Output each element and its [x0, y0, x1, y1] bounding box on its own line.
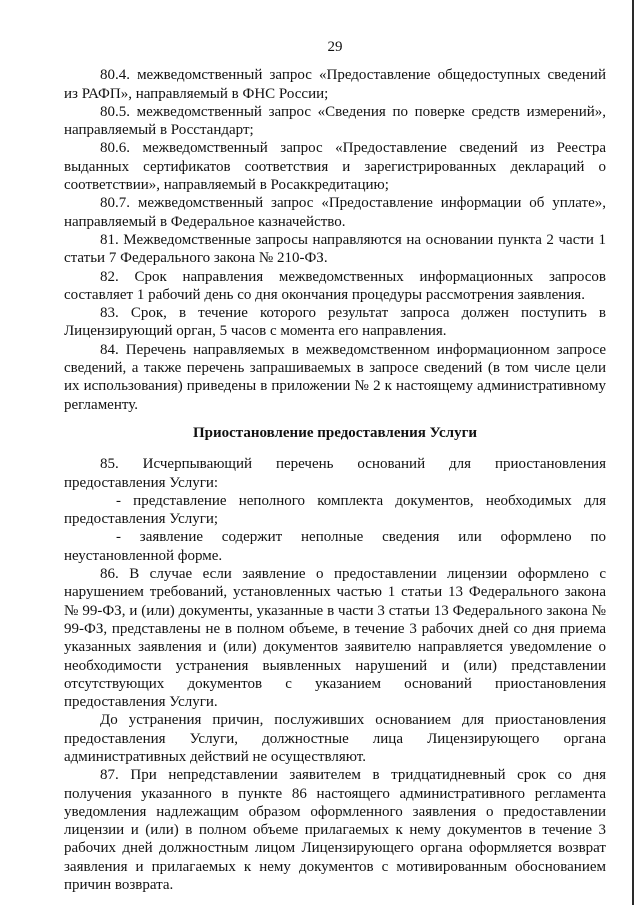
- paragraph-85: 85. Исчерпывающий перечень оснований для приостановления предоставления Услуги:: [64, 456, 606, 491]
- section-heading: Приостановление предоставления Услуги: [192, 424, 478, 441]
- paragraph-86-continuation: До устранения причин, послуживших основанием для приостановления предоставления Услуги, должностные лица Лицензирующего органа административных действий не осуществляют.: [64, 712, 606, 765]
- paragraph-82: 82. Срок направления межведомственных информационных запросов составляет 1 рабочий день со дня окончания процедуры рассмотрения заявления.: [64, 268, 606, 303]
- list-item-incomplete-application: - заявление содержит неполные сведения или оформлено по неустановленной форме.: [64, 529, 606, 564]
- paragraph-80-7: 80.7. межведомственный запрос «Предоставление информации об уплате», направляемый в Федеральное казначейство.: [64, 195, 606, 230]
- paragraph-87: 87. При непредставлении заявителем в тридцатидневный срок со дня получения указанного в пункте 86 настоящего административного регламента уведомления надлежащим образом оформленного заявления о предоставлении лицензии и (или) в полном объеме прилагаемых к нему документов в течение 3 рабочих дней должностным лицом Лицензирующего органа оформляется возврат заявления и прилагаемых к нему документов с мотивированным обоснованием причин возврата.: [64, 767, 606, 894]
- paragraph-80-5: 80.5. межведомственный запрос «Сведения по поверке средств измерений», направляемый в Росстандарт;: [64, 103, 606, 139]
- list-item-incomplete-documents: - представление неполного комплекта документов, необходимых для предоставления Услуги;: [64, 492, 606, 528]
- paragraph-80-6: 80.6. межведомственный запрос «Предоставление сведений из Реестра выданных сертификатов соответствия и зарегистрированных деклараций о соответствии», направляемый в Росаккредитацию;: [64, 140, 606, 194]
- page-number: 29: [327, 39, 343, 55]
- scan-edge-line: [632, 0, 634, 905]
- paragraph-86: 86. В случае если заявление о предоставлении лицензии оформлено с нарушением требований, установленных частью 1 статьи 13 Федерального закона № 99-ФЗ, и (или) документы, указанные в части 3 статьи 13 Федерального закона № 99-ФЗ, представлены не в полном объеме, в течение 3 рабочих дней со дня приема указанных заявления и (или) документов заявителю направляется уведомление о необходимости устранения выявленных нарушений и (или) представлении отсутствующих документов с указанием оснований приостановления предоставления Услуги.: [64, 566, 606, 711]
- paragraph-81: 81. Межведомственные запросы направляются на основании пункта 2 части 1 статьи 7 Федерального закона № 210-ФЗ.: [64, 231, 606, 267]
- paragraph-80-4: 80.4. межведомственный запрос «Предоставление общедоступных сведений из РАФП», направляемый в ФНС России;: [64, 67, 606, 102]
- paragraph-83: 83. Срок, в течение которого результат запроса должен поступить в Лицензирующий орган, 5 часов с момента его направления.: [64, 305, 606, 340]
- paragraph-84: 84. Перечень направляемых в межведомственном информационном запросе сведений, а также перечень запрашиваемых в запросе сведений (в том числе цели их использования) приведены в приложении № 2 к настоящему административному регламенту.: [64, 341, 606, 413]
